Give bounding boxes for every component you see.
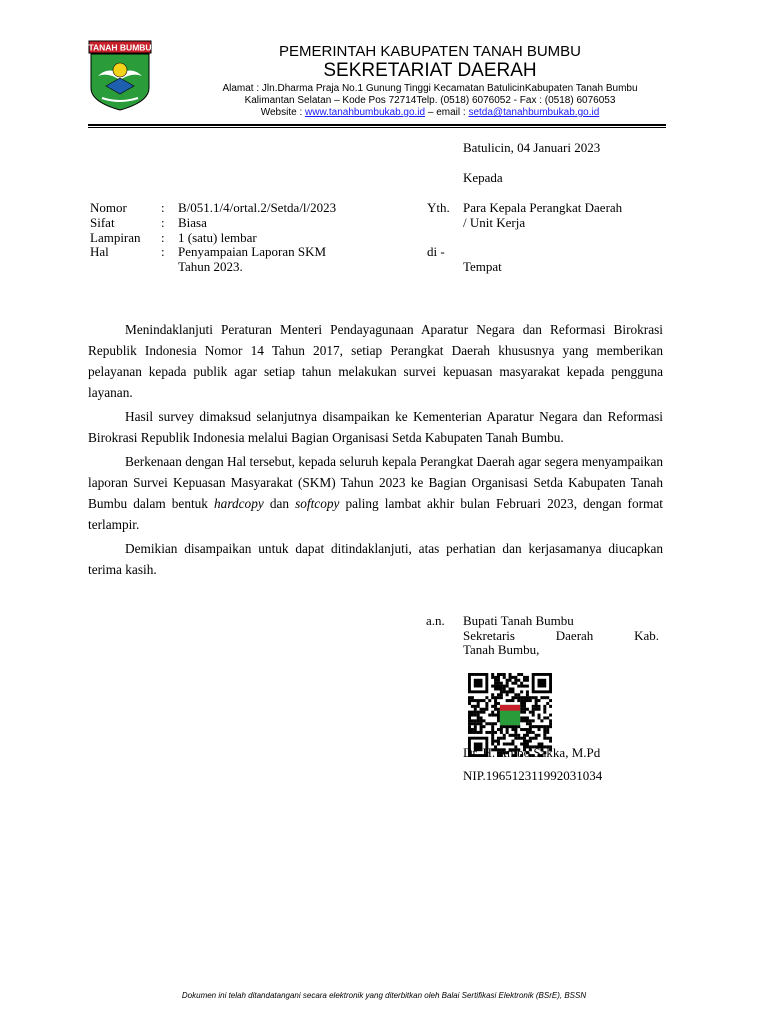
signatory-title-2a: Sekretaris [463,628,515,643]
meta-value-lampiran: 1 (satu) lembar [178,230,257,245]
meta-colon: : [161,230,165,245]
place-date: Batulicin, 04 Januari 2023 [463,140,601,155]
contact-line [160,107,700,119]
meta-colon: : [161,215,165,230]
tempat-label: Tempat [463,259,502,274]
meta-value-sifat: Biasa [178,215,207,230]
letterhead-rule-thin [88,127,666,128]
website-label: Website : [260,107,306,118]
address-line-1: Alamat : Jln.Dharma Praja No.1 Gunung Tinggi Kecamatan BatulicinKabupaten Tanah Bumbu [222,83,638,94]
kepada-label: Kepada [463,170,503,185]
meta-colon: : [161,244,165,259]
signatory-nip: NIP.196512311992031034 [463,768,603,783]
office-name: SEKRETARIAT DAERAH [323,60,537,81]
meta-value-hal: Penyampaian Laporan SKM [178,244,327,259]
meta-label-hal: Hal [90,244,109,259]
email-link[interactable]: setda@tanahbumbukab.go.id [468,107,600,118]
signatory-title-1: Bupati Tanah Bumbu [463,613,574,628]
government-name: PEMERINTAH KABUPATEN TANAH BUMBU [279,43,581,60]
signatory-title-3: Tanah Bumbu, [463,642,540,657]
paragraph-3-dan: dan [263,496,296,511]
addressee-line-1: Para Kepala Perangkat Daerah [463,200,623,215]
paragraph-3-end: paling lambat akhir bulan Februari 2023, dengan format terlampir. [88,496,663,532]
e-signature-footer: Dokumen ini telah ditandatangani secara elektronik yang diterbitkan oleh Balai Sertifikasi Elektronik (BSrE), BSSN [181,991,587,1000]
signatory-name: Dr. H. Ambo Sakka, M.Pd [463,745,601,760]
regency-logo [88,40,152,112]
email-label: – email : [425,107,469,118]
meta-value-hal-cont: Tahun 2023. [178,259,243,274]
meta-label-lampiran: Lampiran [90,230,141,245]
paragraph-4: Demikian disampaikan untuk dapat ditindaklanjuti, atas perhatian dan kerjasamanya diucapkan terima kasih. [88,541,663,577]
hardcopy-term: hardcopy [214,496,264,511]
meta-label-nomor: Nomor [90,200,127,215]
paragraph-3-start: Berkenaan dengan Hal tersebut, kepada seluruh kepala Perangkat Daerah agar segera menyampaikan laporan Survei Kepuasan Masyarakat (SKM) Tahun 2023 ke Bagian Organisasi Setda Kabupaten Tanah Bumbu dalam bentuk [88,454,663,511]
paragraph-2: Hasil survey dimaksud selanjutnya disampaikan ke Kementerian Aparatur Negara dan Reformasi Birokrasi Republik Indonesia melalui Bagian Organisasi Setda Kabupaten Tanah Bumbu. [88,409,663,445]
logo-text: TANAH BUMBU [88,42,152,53]
office-address [160,83,700,119]
softcopy-term: softcopy [295,496,340,511]
signatory-title-2c: Kab. [634,628,659,643]
website-link[interactable]: www.tanahbumbukab.go.id [305,107,426,118]
letterhead-rule-thick [88,124,666,126]
meta-colon: : [161,200,165,215]
paragraph-1: Menindaklanjuti Peraturan Menteri Pendayagunaan Aparatur Negara dan Reformasi Birokrasi Republik Indonesia Nomor 14 Tahun 2017, setiap Perangkat Daerah khususnya yang memberikan pelayanan kepada publik agar setiap tahun melakukan survei kepuasan masyarakat kepada pengguna layanan. [88,322,663,400]
an-label: a.n. [426,613,445,628]
addressee-line-2: / Unit Kerja [463,215,526,230]
letter-body [88,319,663,580]
meta-value-nomor: B/051.1/4/ortal.2/Setda/l/2023 [178,200,337,215]
signatory-title-2b: Daerah [555,628,594,643]
address-line-2: Kalimantan Selatan – Kode Pos 72714Telp. (0518) 6076052 - Fax : (0518) 6076053 [244,95,616,106]
yth-label: Yth. [427,200,450,215]
meta-label-sifat: Sifat [90,215,115,230]
paragraph-3 [88,451,663,535]
di-label: di - [427,244,445,259]
